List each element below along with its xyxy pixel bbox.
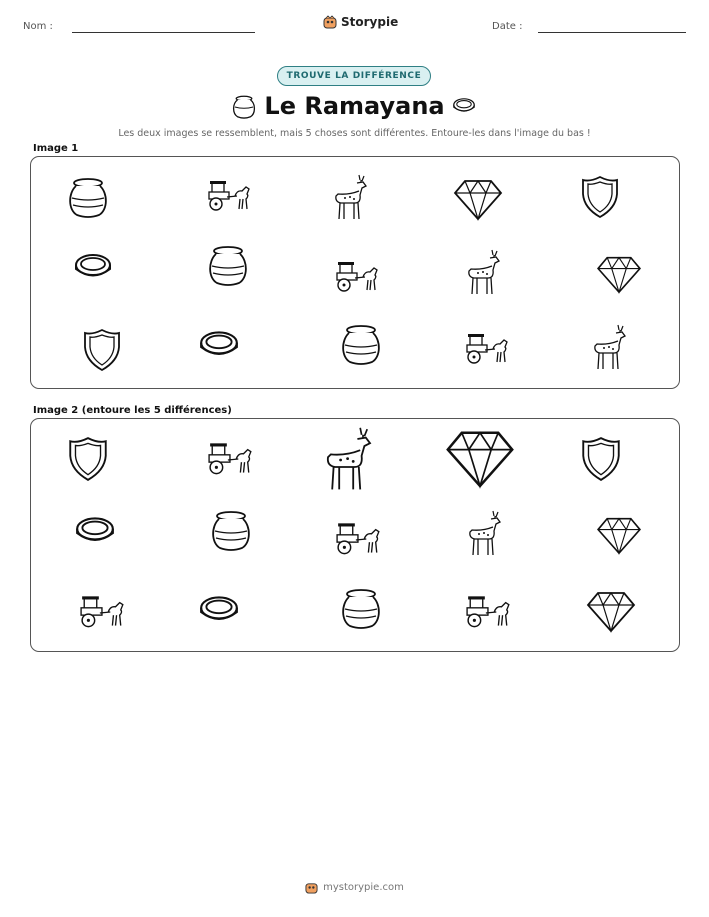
chariot-icon[interactable] <box>207 441 255 477</box>
brand-logo <box>323 15 398 29</box>
pot-icon[interactable] <box>208 245 248 289</box>
pot-icon[interactable] <box>211 510 251 554</box>
chariot-icon[interactable] <box>465 332 511 366</box>
storypie-mascot-icon <box>305 881 318 894</box>
chariot-icon[interactable] <box>335 521 383 557</box>
deer-icon[interactable] <box>331 173 371 223</box>
date-label: Date : <box>492 21 523 32</box>
footer-url[interactable]: mystorypie.com <box>323 882 404 893</box>
chariot-icon[interactable] <box>335 260 381 294</box>
deer-icon[interactable] <box>590 323 630 373</box>
ring-icon[interactable] <box>73 251 113 283</box>
activity-badge: TROUVE LA DIFFÉRENCE <box>277 66 431 86</box>
image1-panel <box>30 156 680 389</box>
pot-icon[interactable] <box>341 324 381 368</box>
shield-icon[interactable] <box>82 327 122 373</box>
deer-icon[interactable] <box>464 248 504 298</box>
footer <box>0 881 709 894</box>
ring-icon[interactable] <box>74 514 116 548</box>
pot-icon[interactable] <box>341 588 381 632</box>
diamond-icon[interactable] <box>596 254 642 294</box>
ring-icon[interactable] <box>198 593 240 627</box>
diamond-icon[interactable] <box>586 589 636 633</box>
diamond-icon[interactable] <box>596 515 642 555</box>
title-ring-icon <box>452 96 476 120</box>
shield-icon[interactable] <box>580 435 622 483</box>
diamond-icon[interactable] <box>453 177 503 221</box>
instructions: Les deux images se ressemblent, mais 5 choses sont différentes. Entoure-les dans l'image du bas ! <box>118 128 591 139</box>
image1-label: Image 1 <box>33 143 79 154</box>
diamond-icon[interactable] <box>445 427 515 489</box>
image2-panel <box>30 418 680 652</box>
storypie-mascot-icon <box>323 15 337 29</box>
pot-icon[interactable] <box>68 177 108 221</box>
shield-icon[interactable] <box>67 435 109 483</box>
deer-icon[interactable] <box>465 509 505 559</box>
shield-icon[interactable] <box>580 174 620 220</box>
chariot-icon[interactable] <box>465 594 513 630</box>
image2-label: Image 2 (entoure les 5 différences) <box>33 405 232 416</box>
chariot-icon[interactable] <box>207 179 253 213</box>
ring-icon[interactable] <box>198 328 240 362</box>
page-title: Le Ramayana <box>264 92 445 120</box>
deer-icon[interactable] <box>321 425 377 495</box>
name-field-line[interactable] <box>72 32 255 33</box>
date-field-line[interactable] <box>538 32 686 33</box>
name-label: Nom : <box>23 21 53 32</box>
chariot-icon[interactable] <box>79 594 127 630</box>
brand-name: Storypie <box>341 15 399 29</box>
